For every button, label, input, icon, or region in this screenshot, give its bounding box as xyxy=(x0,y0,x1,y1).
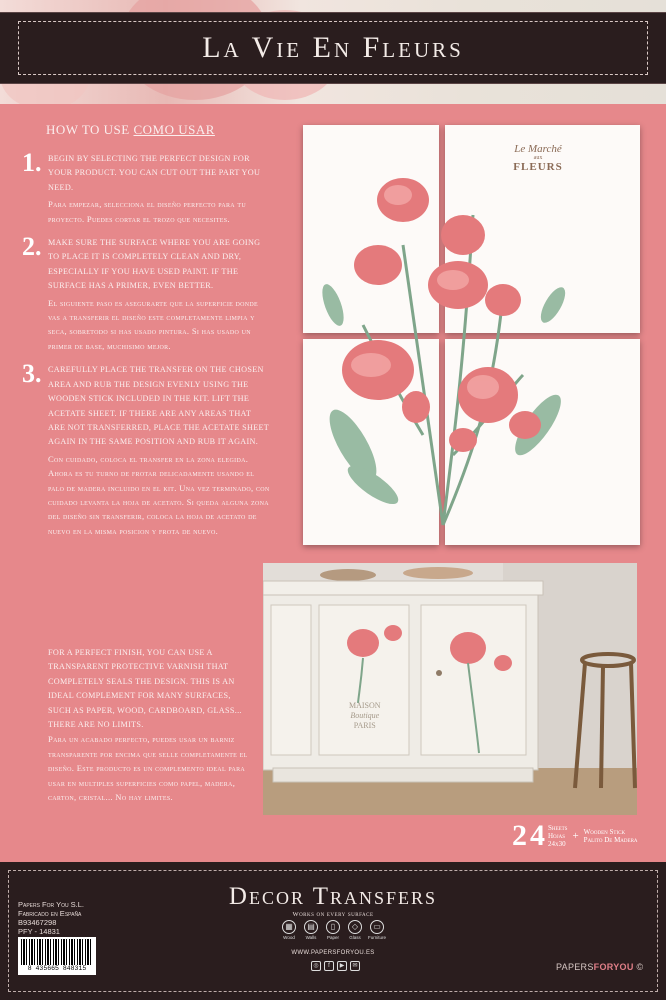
instructions-column xyxy=(22,122,270,548)
heading-es: COMO USAR xyxy=(133,122,215,137)
surface-label: Wood xyxy=(283,935,295,940)
tulip-bouquet-illustration xyxy=(303,125,640,545)
brand-logo xyxy=(556,962,643,972)
wood-icon: ▦ xyxy=(282,920,296,934)
glass-icon: ◇ xyxy=(348,920,362,934)
company-name: Papers For You S.L. xyxy=(18,900,84,909)
transfer-preview xyxy=(303,125,640,545)
finish-note xyxy=(48,646,248,804)
barcode-number: 8 435665 848315 xyxy=(27,965,87,972)
surface-walls xyxy=(300,920,322,940)
sheets-labels xyxy=(548,824,567,848)
step-text-es: El siguiente paso es asegurarte que la superficie donde vas a transferir el diseño este completamente limpia y seca, sobretodo si has usado pintura. Si has usado un primer de base, muchisimo mejor. xyxy=(48,297,259,351)
tile-label-line2: aux xyxy=(533,155,543,161)
contents-info xyxy=(512,819,638,852)
surface-furniture xyxy=(366,920,388,940)
facebook-icon[interactable]: f xyxy=(324,961,334,971)
email-icon[interactable]: ✉ xyxy=(350,961,360,971)
paper-icon: ▯ xyxy=(326,920,340,934)
step-3 xyxy=(22,359,270,538)
surface-glass xyxy=(344,920,366,940)
surface-label: Walls xyxy=(305,935,317,940)
youtube-icon[interactable]: ▶ xyxy=(337,961,347,971)
finish-text-es: Para un acabado perfecto, puedes usar un barniz transparente por encima que selle completamente el diseño. Este producto es un complemento ideal para usar en multiples superficies como papel, madera, carton, cristal... No hay limites. xyxy=(48,734,248,803)
step-number: 1. xyxy=(22,148,42,177)
product-tagline: Works on every surface xyxy=(292,911,374,918)
surface-paper xyxy=(322,920,344,940)
tile-label-line1: Le Marché xyxy=(514,143,562,155)
sheets-count: 4 xyxy=(530,819,545,852)
surface-icons xyxy=(278,920,388,940)
tile-label-line3: FLEURS xyxy=(513,161,563,173)
extra-label-en: Wooden Stick xyxy=(583,828,626,836)
step-number: 3. xyxy=(22,359,42,389)
product-name: Decor Transfers xyxy=(228,883,438,910)
extra-label-es: Palito De Madera xyxy=(583,836,638,844)
surface-label: Furniture xyxy=(367,935,386,940)
photo-label xyxy=(349,701,381,731)
step-text-en: BEGIN BY SELECTING THE PERFECT DESIGN FOR YOUR PRODUCT. YOU CAN CUT OUT THE PART YOU NEED. xyxy=(48,154,261,192)
photo-label-line2: Boutique xyxy=(350,711,380,720)
product-ref: PFY - 14831 xyxy=(18,927,60,936)
title-banner xyxy=(0,12,666,84)
wall-icon: ▤ xyxy=(304,920,318,934)
step-text-en: MAKE SURE THE SURFACE WHERE YOU ARE GOING TO PLACE IT IS COMPLETELY CLEAN AND DRY, ESPECIALLY IF YOU HAVE USED PAINT. IF THE SURFACE HAS A PRIMER, EVEN BETTER. xyxy=(48,238,261,291)
sideboard-illustration xyxy=(263,563,637,815)
step-2 xyxy=(22,232,270,353)
plus-sign: + xyxy=(572,830,579,842)
surface-wood xyxy=(278,920,300,940)
company-code: B93467298 xyxy=(18,918,57,927)
sheets-prefix: 2 xyxy=(512,819,527,852)
made-in: Fabricado en España xyxy=(18,909,82,918)
surface-label: Glass xyxy=(349,935,361,940)
extra-labels xyxy=(584,828,638,844)
sheets-label-en: Sheets xyxy=(548,824,568,832)
finish-text-en: FOR A PERFECT FINISH, YOU CAN USE A TRANSPARENT PROTECTIVE VARNISH THAT COMPLETELY SEALS THE DESIGN. THIS IS AN IDEAL COMPLEMENT FOR MANY SURFACES, SUCH AS PAPER, WOOD, CARDBOARD, GLASS... THERE ARE NO LIMITS. xyxy=(48,648,242,730)
step-number: 2. xyxy=(22,232,42,262)
furniture-photo xyxy=(263,563,637,815)
website-link[interactable]: WWW.PAPERSFORYOU.ES xyxy=(291,950,375,956)
page-title: La Vie En Fleurs xyxy=(202,31,464,64)
step-text-es: Con cuidado, coloca el transfer en la zona elegida. Ahora es tu turno de frotar delicadamente usando el palo de madera incluido en el kit. Una vez terminado, con cuidado levanta la hoja de acetato. Si queda alguna zona del diseño sin transferir, coloca la hoja de acetato de nuevo en la misma posicion y frota de nuevo. xyxy=(48,453,270,536)
photo-label-line3: PARIS xyxy=(353,721,376,730)
brand-part-c: © xyxy=(636,962,644,972)
furniture-icon: ▭ xyxy=(370,920,384,934)
step-1 xyxy=(22,148,270,226)
photo-label-line1: MAISON xyxy=(349,701,381,710)
barcode xyxy=(18,937,96,975)
instagram-icon[interactable]: ◎ xyxy=(311,961,321,971)
instructions-heading xyxy=(46,122,270,138)
heading-en: HOW TO USE xyxy=(46,122,130,137)
step-text-en: CAREFULLY PLACE THE TRANSFER ON THE CHOSEN AREA AND RUB THE DESIGN EVENLY USING THE WOODEN STICK INCLUDED IN THE KIT. LIFT THE ACETATE SHEET. IF THERE ARE ANY AREAS THAT ARE NOT TRANSFERRED, PLACE THE ACETATE SHEET AGAIN IN THE SAME POSITION AND RUB IT AGAIN. xyxy=(48,365,269,447)
brand-part-b: FORYOU xyxy=(593,962,634,972)
sheets-size: 24x30 xyxy=(548,840,566,848)
sheets-label-es: Hojas xyxy=(548,832,566,840)
step-text-es: Para empezar, selecciona el diseño perfecto para tu proyecto. Puedes cortar el trozo que necesites. xyxy=(48,199,246,224)
surface-label: Paper xyxy=(326,935,339,940)
brand-part-a: PAPERS xyxy=(556,962,594,972)
tile-label xyxy=(493,143,583,173)
social-icons xyxy=(311,961,360,971)
